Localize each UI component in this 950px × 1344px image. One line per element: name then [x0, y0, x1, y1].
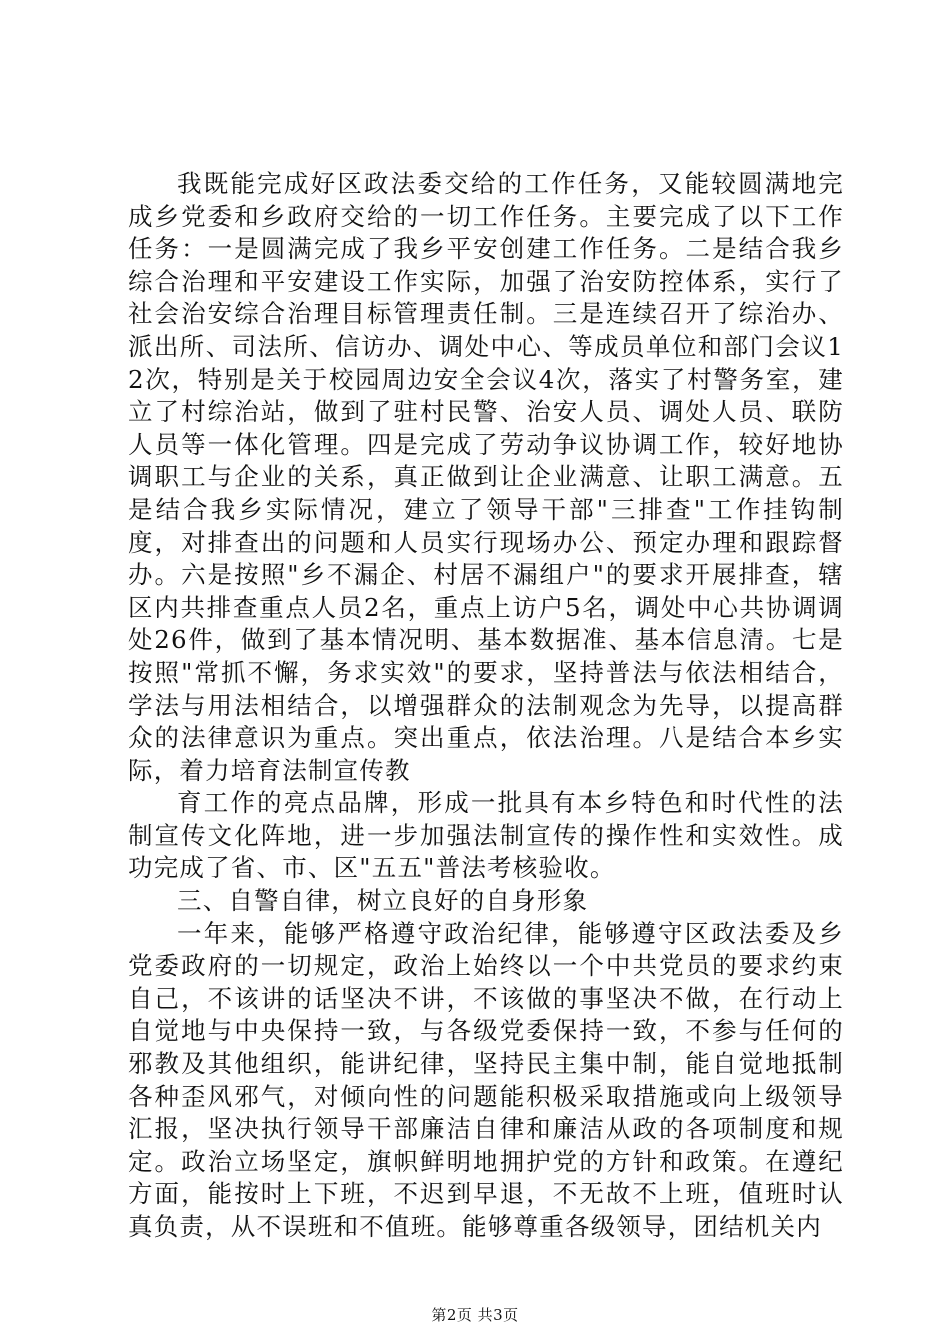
paragraph-work-tasks: 我既能完成好区政法委交给的工作任务，又能较圆满地完成乡党委和乡政府交给的一切工作任务。主要完成了以下工作任务：一是圆满完成了我乡平安创建工作任务。二是结合我乡综合治理和平安建设工作实际，加强了治安防控体系，实行了社会治安综合治理目标管理责任制。三是连续召开了综治办、派出所、司法所、信访办、调处中心、等成员单位和部门会议12次，特别是关于校园周边安全会议4次，落实了村警务室，建立了村综治站，做到了驻村民警、治安人员、调处人员、联防人员等一体化管理。四是完成了劳动争议协调工作，较好地协调职工与企业的关系，真正做到让企业满意、让职工满意。五是结合我乡实际情况，建立了领导干部"三排查"工作挂钩制度，对排查出的问题和人员实行现场办公、预定办理和跟踪督办。六是按照"乡不漏企、村居不漏组户"的要求开展排查，辖区内共排查重点人员2名，重点上访户5名，调处中心共协调调处26件，做到了基本情况明、基本数据准、基本信息清。七是按照"常抓不懈，务求实效"的要求，坚持普法与依法相结合，学法与用法相结合，以增强群众的法制观念为先导，以提高群众的法律意识为重点。突出重点，依法治理。八是结合本乡实际，着力培育法制宣传教 [128, 169, 844, 785]
section-heading-self-discipline: 三、自警自律，树立良好的自身形象 [177, 886, 589, 916]
paragraph-legal-publicity: 育工作的亮点品牌，形成一批具有本乡特色和时代性的法制宣传文化阵地，进一步加强法制宣传的操作性和实效性。成功完成了省、市、区"五五"普法考核验收。 [128, 788, 844, 883]
paragraph-political-discipline: 一年来，能够严格遵守政治纪律，能够遵守区政法委及乡党委政府的一切规定，政治上始终以一个中共党员的要求约束自己，不该讲的话坚决不讲，不该做的事坚决不做，在行动上自觉地与中央保持一致，与各级党委保持一致，不参与任何的邪教及其他组织，能讲纪律，坚持民主集中制，能自觉地抵制各种歪风邪气，对倾向性的问题能积极采取措施或向上级领导汇报，坚决执行领导干部廉洁自律和廉洁从政的各项制度和规定。政治立场坚定，旗帜鲜明地拥护党的方针和政策。在遵纪方面，能按时上下班，不迟到早退，不无故不上班，值班时认真负责，从不误班和不值班。能够尊重各级领导，团结机关内 [128, 918, 844, 1241]
body-text [128, 168, 844, 1244]
page-footer: 第2页 共3页 [431, 1306, 519, 1324]
